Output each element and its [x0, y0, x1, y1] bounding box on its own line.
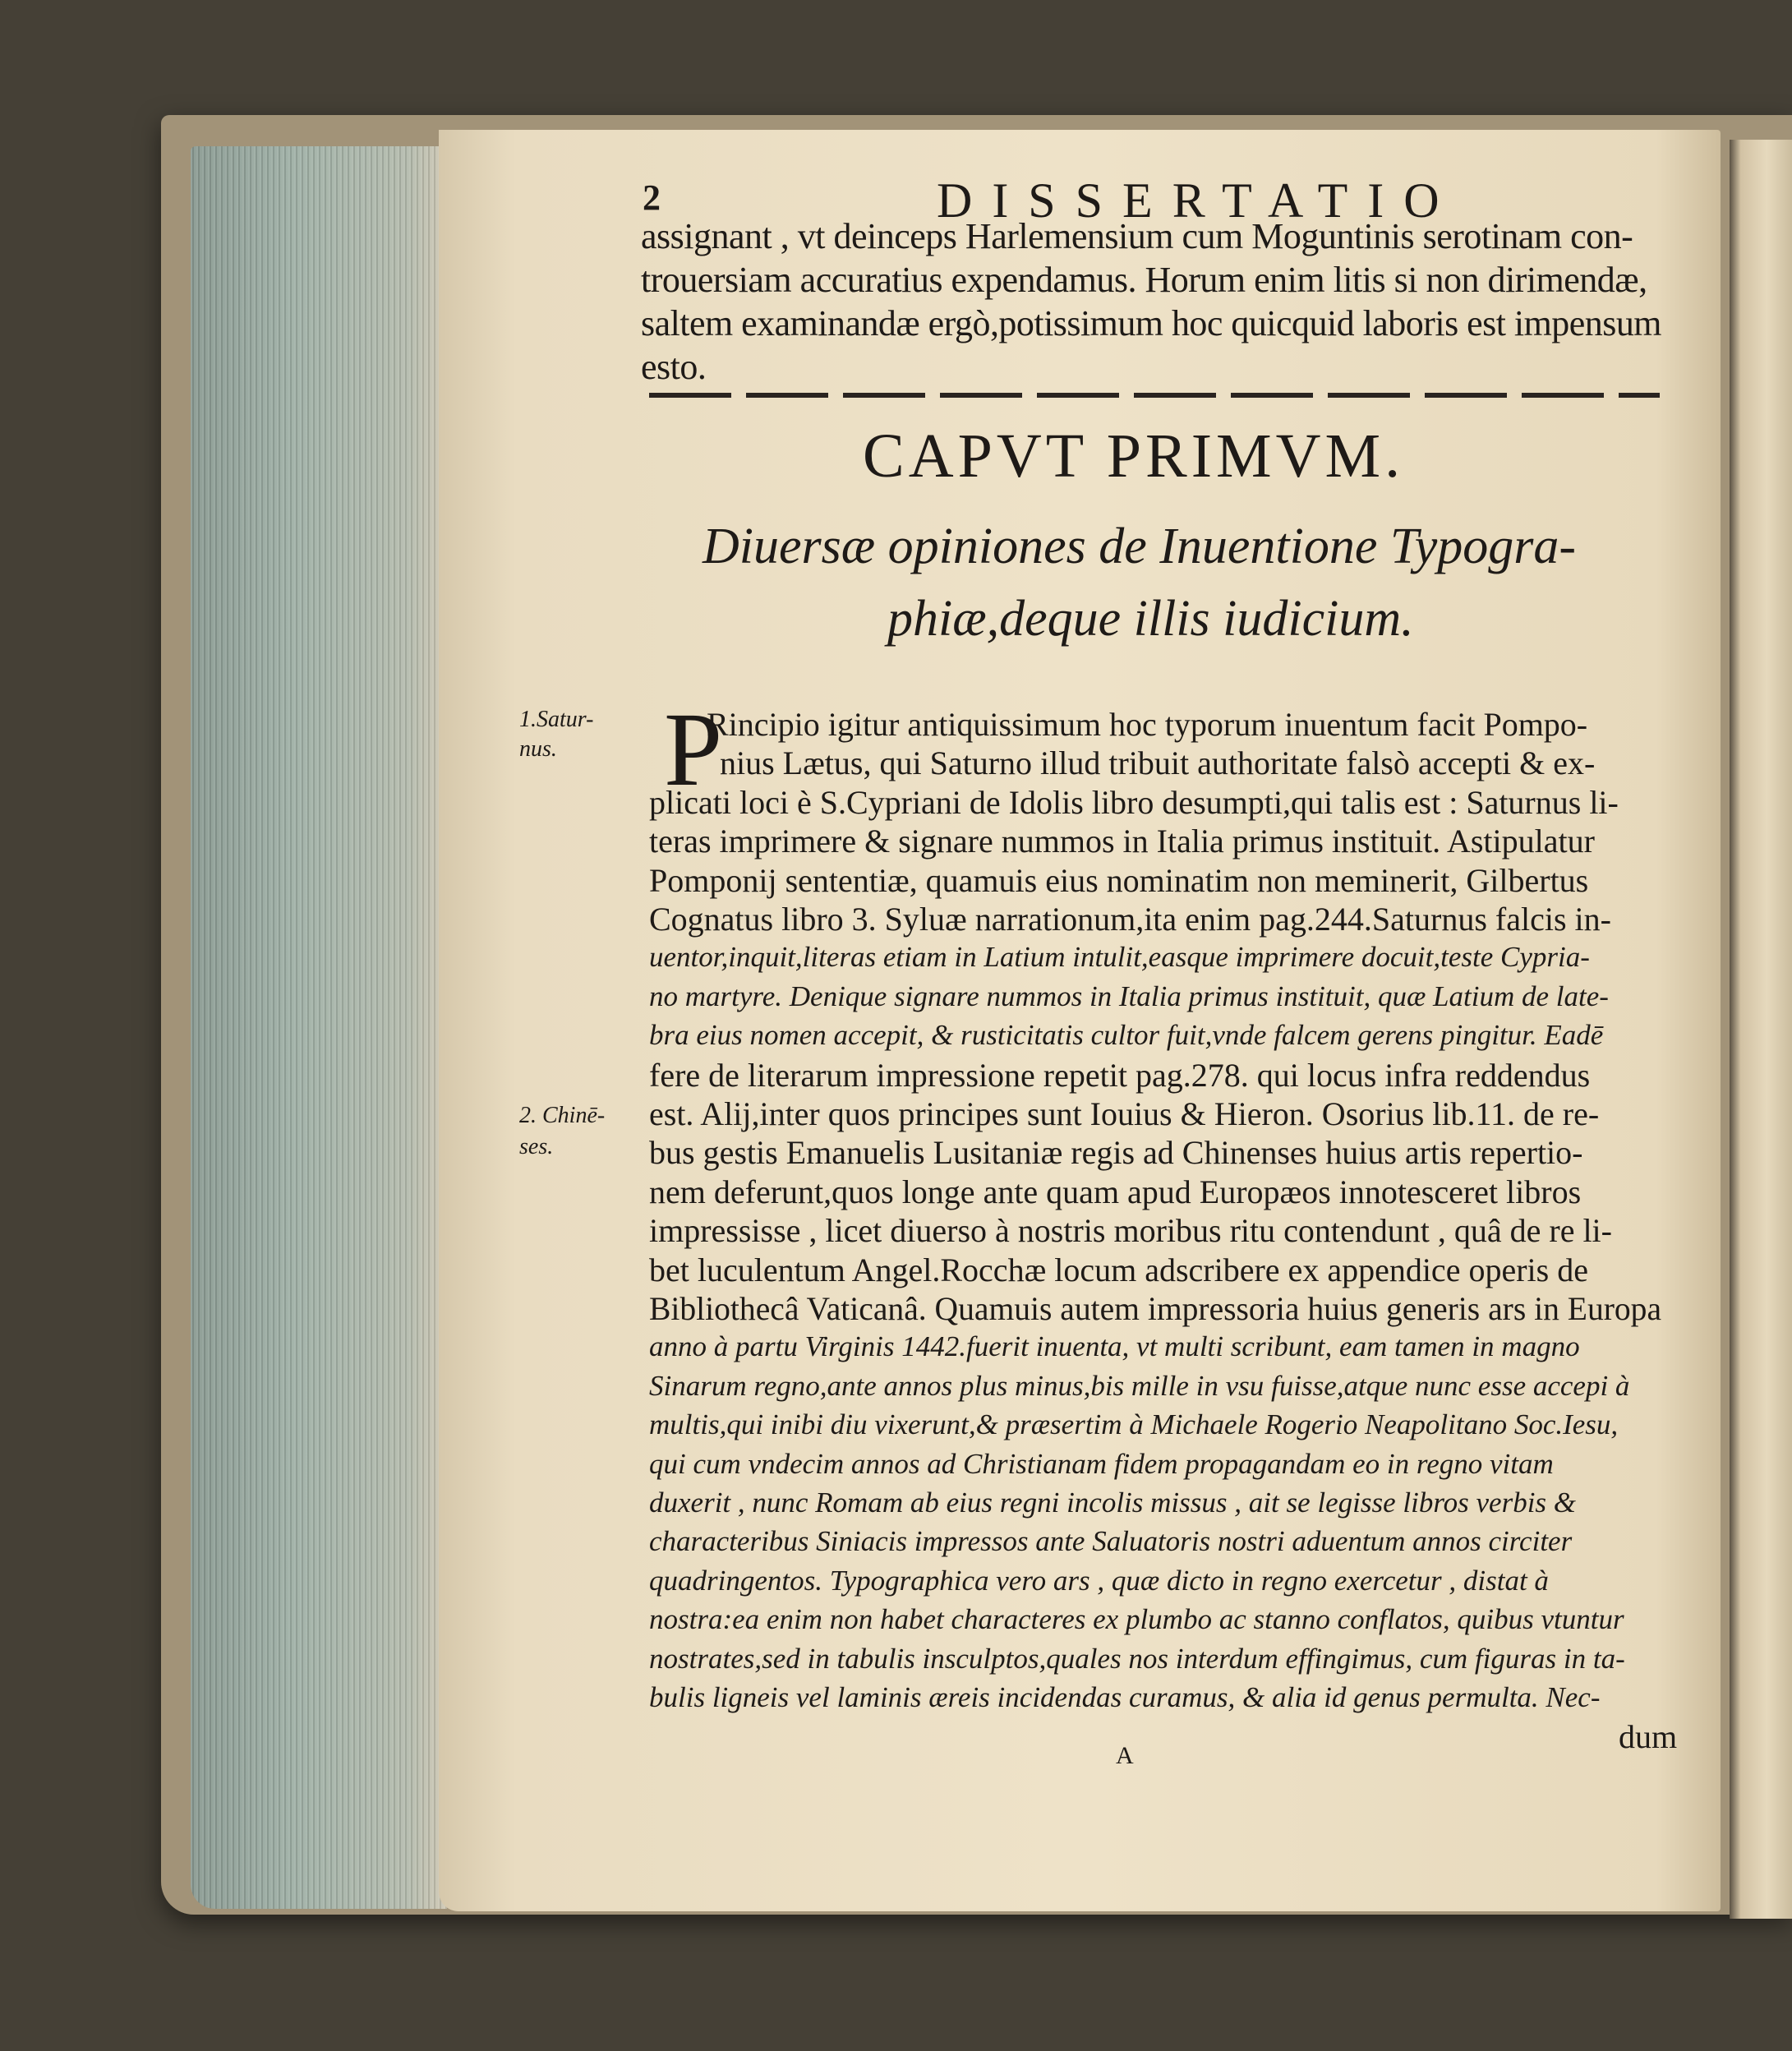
body-line: uentor,inquit,literas etiam in Latium intulit,easque imprimere docuit,teste Cypria-: [649, 941, 1590, 974]
body-line: dum: [1619, 1718, 1678, 1756]
body-line: nostra:ea enim non habet characteres ex plumbo ac stanno conflatos, quibus vtuntur: [649, 1603, 1624, 1636]
body-line: nem deferunt,quos longe ante quam apud Europæos innotesceret libros: [649, 1173, 1582, 1210]
body-line: bus gestis Emanuelis Lusitaniæ regis ad Chinenses huius artis repertio-: [649, 1134, 1583, 1172]
section-rule: [649, 393, 1660, 398]
body-line: nius Lætus, qui Saturno illud tribuit authoritate falsò accepti & ex-: [720, 744, 1596, 782]
body-line: bulis ligneis vel laminis æreis incidendas curamus, & alia id genus permulta. Nec-: [649, 1681, 1601, 1713]
intro-line: esto.: [641, 347, 707, 387]
body-line: Sinarum regno,ante annos plus minus,bis mille in vsu fuisse,atque nunc esse accepi à: [649, 1369, 1630, 1402]
intro-line: saltem examinandæ ergò,potissimum hoc quicquid laboris est impensum: [641, 303, 1661, 343]
body-line: teras imprimere & signare nummos in Italia primus instituit. Astipulatur: [649, 823, 1595, 860]
chapter-heading-line: phiæ,deque illis iudicium.: [887, 591, 1414, 647]
body-line: qui cum vndecim annos ad Christianam fidem propagandam eo in regno vitam: [649, 1447, 1554, 1480]
chapter-title: CAPVT PRIMVM.: [863, 422, 1405, 491]
intro-line: trouersiam accuratius expendamus. Horum enim litis si non dirimendæ,: [641, 260, 1647, 300]
body-line: bet luculentum Angel.Rocchæ locum adscribere ex appendice operis de: [649, 1251, 1588, 1288]
page-fore-edge: [191, 146, 447, 1909]
body-line: nostrates,sed in tabulis insculptos,quales nos interdum effingimus, cum figuras in ta-: [649, 1642, 1625, 1675]
body-line: anno à partu Virginis 1442.fuerit inuenta, vt multi scribunt, eam tamen in magno: [649, 1330, 1580, 1363]
page-number: 2: [643, 177, 661, 218]
chapter-heading-line: Diuersæ opiniones de Inuentione Typogra-: [703, 519, 1577, 574]
signature-mark: A: [1116, 1742, 1134, 1769]
body-line: multis,qui inibi diu vixerunt,& præsertim à Michaele Rogerio Neapolitano Soc.Iesu,: [649, 1408, 1619, 1441]
body-line: characteribus Siniacis impressos ante Saluatoris nostri aduentum annos circiter: [649, 1525, 1573, 1558]
body-line: fere de literarum impressione repetit pag.278. qui locus infra reddendus: [649, 1056, 1591, 1094]
body-line: plicati loci è S.Cypriani de Idolis libro desumpti,qui talis est : Saturnus li-: [649, 783, 1619, 821]
margin-note: 1.Satur-: [519, 707, 594, 732]
body-line: no martyre. Denique signare nummos in Italia primus instituit, quæ Latium de late-: [649, 979, 1609, 1012]
intro-line: assignant , vt deinceps Harlemensium cum Moguntinis serotinam con-: [641, 216, 1633, 256]
body-line: bra eius nomen accepit, & rusticitatis cultor fuit,vnde falcem gerens pingitur. Eadē: [649, 1019, 1604, 1052]
running-head: DISSERTATIO: [937, 173, 1459, 228]
body-line: Bibliothecâ Vaticanâ. Quamuis autem impressoria huius generis ars in Europa: [649, 1290, 1662, 1327]
body-line: Rincipio igitur antiquissimum hoc typorum inuentum facit Pompo-: [707, 706, 1588, 743]
facing-page-edge: [1730, 140, 1792, 1919]
body-line: est. Alij,inter quos principes sunt Iouius & Hieron. Osorius lib.11. de re-: [649, 1095, 1600, 1132]
drop-cap: P: [664, 691, 723, 808]
margin-note: 2. Chinē-: [519, 1103, 606, 1128]
body-line: Pomponij sententiæ, quamuis eius nominatim non meminerit, Gilbertus: [649, 861, 1589, 899]
body-line: impressisse , licet diuerso à nostris moribus ritu contendunt , quâ de re li-: [649, 1212, 1612, 1250]
margin-note: ses.: [519, 1134, 554, 1159]
body-line: quadringentos. Typographica vero ars , quæ dicto in regno exercetur , distat à: [649, 1564, 1549, 1597]
body-line: Cognatus libro 3. Syluæ narrationum,ita enim pag.244.Saturnus falcis in-: [649, 901, 1611, 938]
margin-note: nus.: [519, 736, 557, 762]
body-line: duxerit , nunc Romam ab eius regni incolis missus , ait se legisse libros verbis &: [649, 1486, 1577, 1519]
